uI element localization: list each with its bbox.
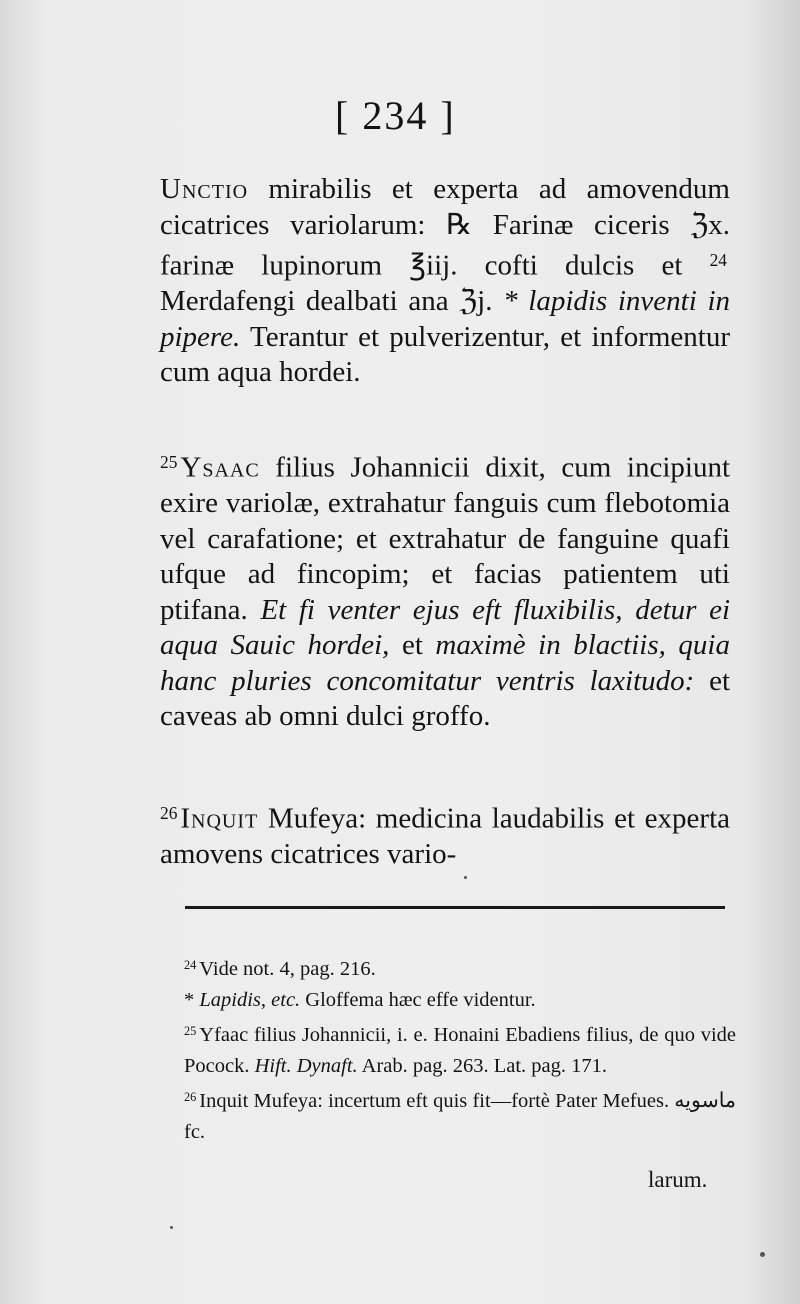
footnote-ref: 24 <box>709 250 727 270</box>
footnote-25 <box>160 1016 736 1082</box>
page-number: [ 234 ] <box>335 93 456 138</box>
paragraph-text: et caveas ab omni dulci groffo. <box>160 664 730 733</box>
paragraph-text: Merdafengi dealbati ana ℨj. <box>160 285 504 318</box>
footnote-marker: 26 <box>184 1090 197 1105</box>
paper-speck <box>170 1226 173 1229</box>
footnote-26 <box>160 1082 736 1148</box>
footnote-marker: 25 <box>184 1024 197 1039</box>
footnote-italic: Lapidis, etc. <box>199 989 301 1012</box>
paragraph-unctio <box>160 172 730 391</box>
footnote-24 <box>160 950 736 985</box>
footnote-text: Inquit Mufeya: incertum eft quis fit—fortè Pater Mefues. <box>199 1090 675 1113</box>
lead-word: Inquit <box>180 802 259 835</box>
paragraph-inquit <box>160 796 730 873</box>
catchword: larum. <box>648 1167 708 1192</box>
paragraph-text: filius Johannicii dixit, cum incipiunt exire variolæ, extrahatur fanguis cum flebotomia vel carafatione; et extrahatur de fanguine quafi ufque ad fincopim; et facias patientem uti ptifana. <box>160 451 730 626</box>
footnote-text: Yfaac filius Johannicii, i. e. Honaini Ebadiens filius, de quo vide Pocock. <box>184 1024 736 1078</box>
lead-word: Ysaac <box>180 451 260 484</box>
footnote-italic: Hift. Dynaft. <box>254 1055 358 1078</box>
paragraph-ysaac <box>160 445 730 735</box>
footnotes <box>160 950 736 1148</box>
footnote-divider <box>185 906 725 909</box>
footnote-marker: 24 <box>184 958 197 972</box>
paper-speck <box>760 1252 765 1257</box>
paragraph-text: Mufeya: medicina laudabilis et experta amovens cicatrices vario- <box>160 802 730 871</box>
italic-text: Et fi venter ejus eft fluxibilis, detur ei aqua Sauic hordei, <box>160 593 731 662</box>
paragraph-text: et <box>389 629 436 662</box>
italic-text: * lapidis inventi in pipere. <box>160 285 731 353</box>
paragraph-text: Terantur et pulverizentur, et informentur cum aqua hordei. <box>160 320 730 389</box>
paper-speck <box>464 876 467 879</box>
lead-word: Unctio <box>160 173 249 205</box>
footnote-text: Arab. pag. 263. Lat. pag. 171. <box>357 1055 608 1078</box>
footnote-ref: 26 <box>160 803 178 823</box>
footnote-ref: 25 <box>160 452 178 472</box>
paragraph-text: mirabilis et experta ad amovendum cicatrices variolarum: ℞ Farinæ ciceris ℨx. farinæ lupinorum ℥iij. cofti dulcis et <box>160 173 730 282</box>
footnote-text: Vide not. 4, pag. 216. <box>199 958 376 981</box>
arabic-word: ماسويه <box>674 1090 736 1113</box>
footnote-text: fc. <box>184 1121 206 1144</box>
footnote-star <box>160 985 736 1016</box>
footnote-text: Gloffema hæc effe videntur. <box>300 989 536 1012</box>
italic-text: maximè in blactiis, quia hanc pluries concomitatur ventris laxitudo: <box>160 629 730 697</box>
footnote-marker: * <box>184 989 195 1012</box>
